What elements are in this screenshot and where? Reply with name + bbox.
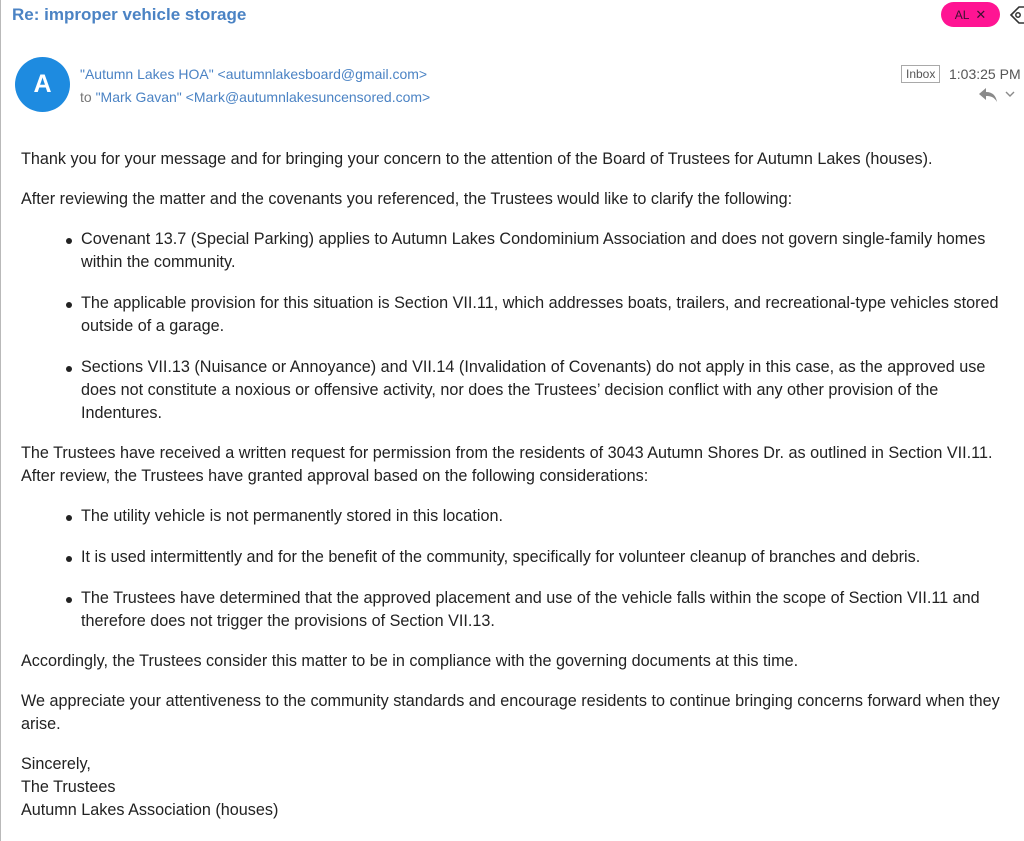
list-item: The applicable provision for this situation is Section VII.11, which addresses boats, trailers, and recreational-type vehicles stored outside of a garage. <box>81 292 1016 338</box>
sender-from[interactable]: "Autumn Lakes HOA" <autumnlakesboard@gmail.com> <box>80 66 428 82</box>
list-item: Sections VII.13 (Nuisance or Annoyance) and VII.14 (Invalidation of Covenants) do not apply in this case, as the approved use does not constitute a noxious or offensive activity, nor does the Trustees’ decision conflict with any other provision of the Indentures. <box>81 356 1016 425</box>
recipient-name[interactable]: "Mark Gavan" <box>95 89 182 105</box>
list-item: It is used intermittently and for the benefit of the community, specifically for volunteer cleanup of branches and debris. <box>81 546 1016 569</box>
tag-chip-al[interactable] <box>941 2 1000 27</box>
body-lead-1: After reviewing the matter and the covenants you referenced, the Trustees would like to clarify the following: <box>21 190 793 208</box>
clarification-list <box>81 228 1016 425</box>
message-time: 1:03:25 PM <box>949 66 1021 82</box>
sender-avatar: A <box>15 57 70 112</box>
tag-label: AL <box>954 7 970 22</box>
email-body <box>21 148 1016 822</box>
body-intro: Thank you for your message and for bringing your concern to the attention of the Board of Trustees for Autumn Lakes (houses). <box>21 150 933 168</box>
body-lead-2: The Trustees have received a written request for permission from the residents of 3043 Autumn Shores Dr. as outlined in Section VII.11. After review, the Trustees have granted approval based on the following considerations: <box>21 444 993 485</box>
remove-tag-icon[interactable]: ✕ <box>975 7 987 22</box>
to-prefix: to <box>80 89 92 105</box>
signature <box>21 753 1016 822</box>
email-subject: Re: improper vehicle storage <box>12 5 247 24</box>
folder-badge[interactable]: Inbox <box>901 65 940 83</box>
considerations-list <box>81 505 1016 633</box>
recipient-email[interactable]: <Mark@autumnlakesuncensored.com> <box>185 89 431 105</box>
closing-line: Sincerely, <box>21 755 91 773</box>
closing-line: The Trustees <box>21 778 116 796</box>
chevron-down-icon[interactable] <box>1004 89 1016 99</box>
list-item: Covenant 13.7 (Special Parking) applies to Autumn Lakes Condominium Association and does not govern single-family homes within the community. <box>81 228 1016 274</box>
recipient-line <box>80 89 430 105</box>
list-item: The Trustees have determined that the approved placement and use of the vehicle falls within the scope of Section VII.11 and therefore does not trigger the provisions of Section VII.13. <box>81 587 1016 633</box>
list-item: The utility vehicle is not permanently stored in this location. <box>81 505 1016 528</box>
body-accordingly: Accordingly, the Trustees consider this matter to be in compliance with the governing documents at this time. <box>21 652 799 670</box>
reply-arrow-icon[interactable] <box>977 85 999 105</box>
tag-edit-icon[interactable] <box>1007 3 1024 27</box>
body-appreciate: We appreciate your attentiveness to the community standards and encourage residents to continue bringing concerns forward when they arise. <box>21 692 1000 733</box>
closing-line: Autumn Lakes Association (houses) <box>21 801 279 819</box>
